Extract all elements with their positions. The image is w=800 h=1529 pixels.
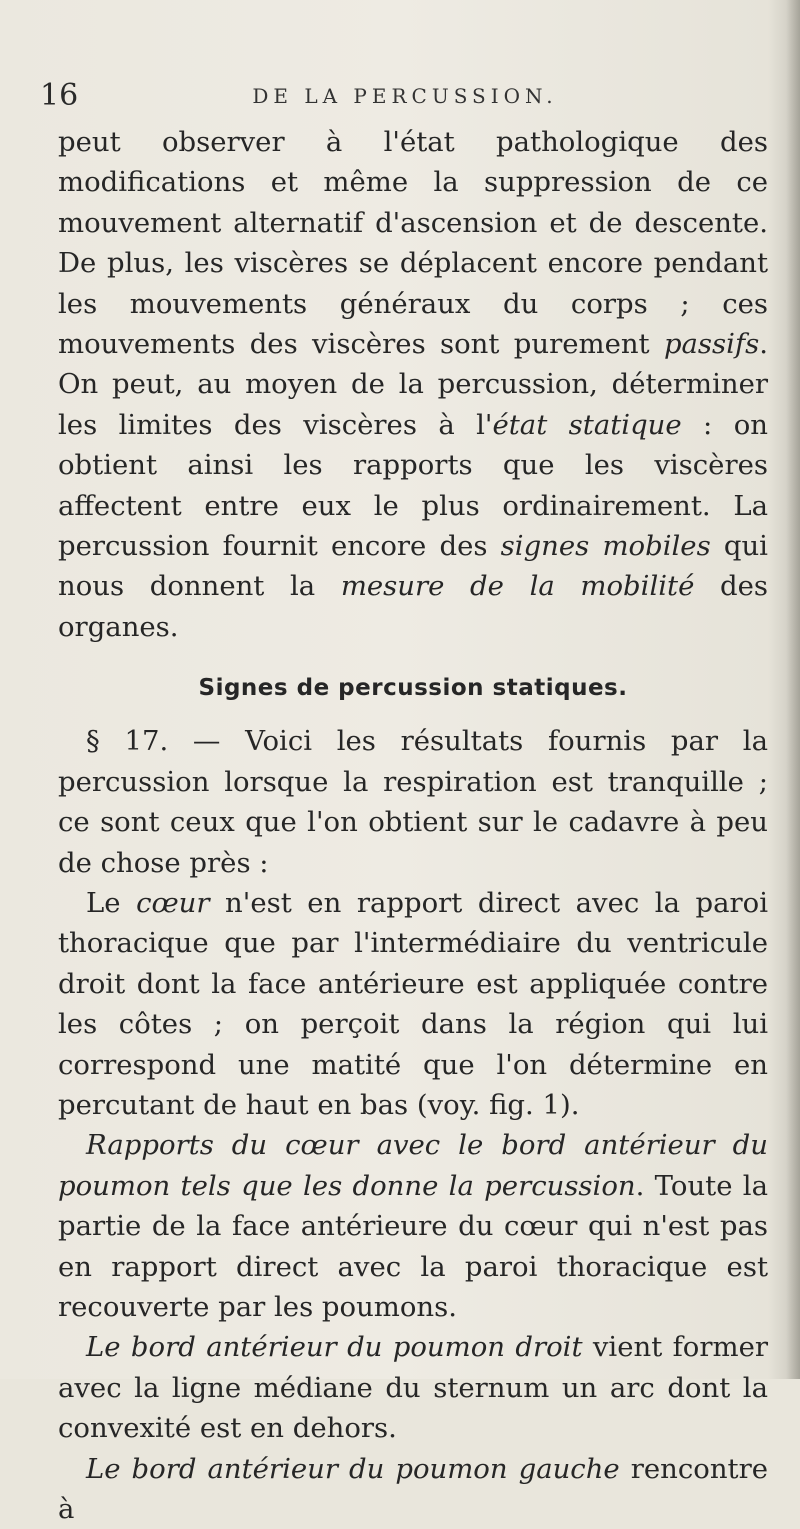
- paragraph-2: § 17. — Voici les résultats fournis par la percussion lorsque la respiration est tranquille ; ce sont ceux que l'on obtient sur le cadavre à peu de chose près :: [58, 725, 768, 879]
- paragraph-4: Rapports du cœur avec le bord antérieur du poumon tels que les donne la percussion. Toute la partie de la face antérieure du cœur qui n'est pas en rapport direct avec la paroi thoracique est recouverte par les poumons.: [58, 1129, 768, 1323]
- page-number: 16: [40, 78, 79, 113]
- section-title: Signes de percussion statiques.: [198, 675, 628, 702]
- paragraph-6: Le bord antérieur du poumon gauche rencontre à: [58, 1452, 768, 1525]
- body-text: [58, 122, 768, 1529]
- running-head: DE LA PERCUSSION.: [252, 84, 558, 108]
- page-header: [40, 78, 770, 118]
- paragraph-3: Le cœur n'est en rapport direct avec la paroi thoracique que par l'intermédiaire du ventricule droit dont la face antérieure est appliquée contre les côtes ; on perçoit dans la région qui lui correspond une matité que l'on détermine en percutant de haut en bas (voy. fig. 1).: [58, 886, 769, 1121]
- paragraph-1: peut observer à l'état pathologique des modifications et même la suppression de ce mouvement alternatif d'ascension et de descente. De plus, les viscères se déplacent encore pendant les mouvements généraux du corps ; ces mouvements des viscères sont purement passifs. On peut, au moyen de la percussion, déterminer les limites des viscères à l'état statique : on obtient ainsi les rapports que les viscères affectent entre eux le plus ordinairement. La percussion fournit encore des signes mobiles qui nous donnent la mesure de la mobilité des organes.: [58, 126, 768, 643]
- paragraph-5: Le bord antérieur du poumon droit vient former avec la ligne médiane du sternum un arc dont la convexité est en dehors.: [58, 1331, 768, 1445]
- page-edge-shadow: [786, 0, 800, 1379]
